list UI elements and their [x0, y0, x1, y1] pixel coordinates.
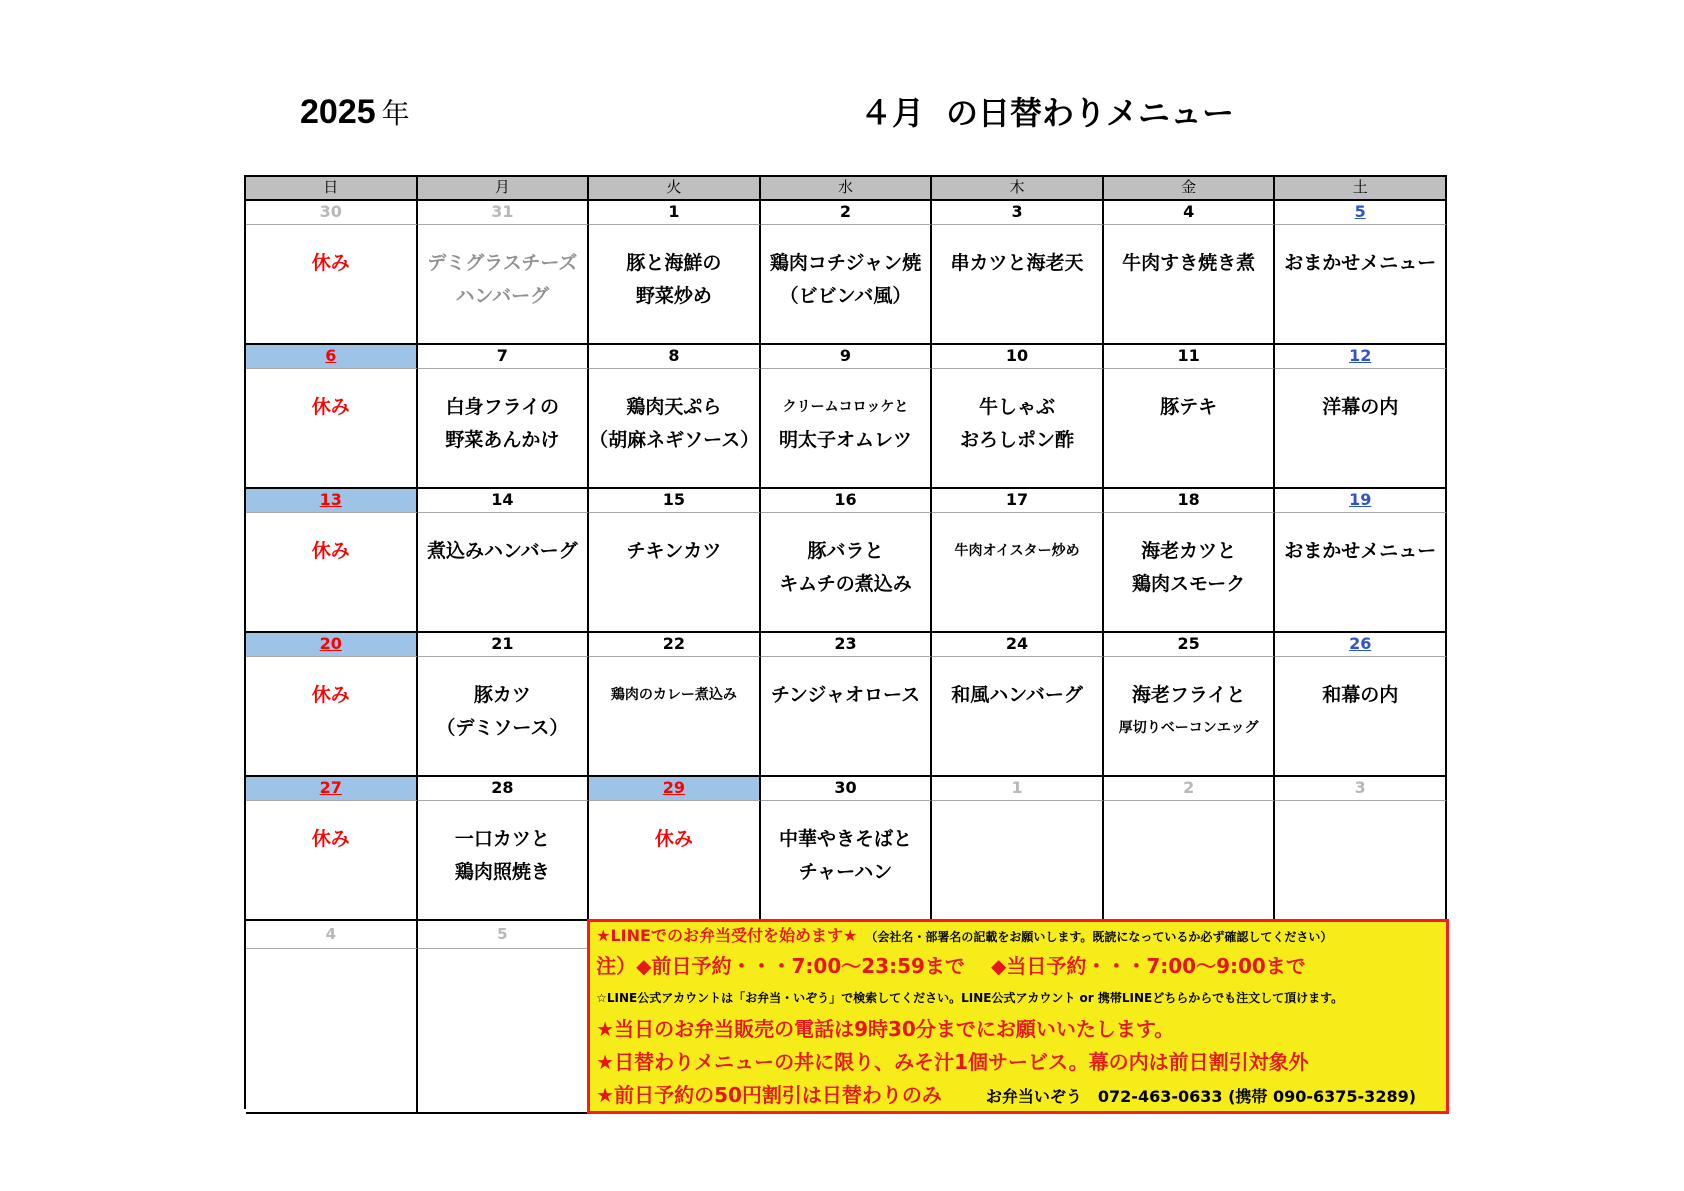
menu-item: おまかせメニュー	[1284, 540, 1437, 562]
menu-cell	[418, 657, 590, 777]
day-number: 28	[418, 777, 590, 801]
menu-cell	[246, 657, 418, 777]
menu-cell	[1275, 369, 1447, 489]
day-number: 2	[1104, 777, 1276, 801]
menu-item: （胡麻ネギソース）	[589, 429, 760, 451]
day-number: 15	[589, 489, 761, 513]
day-number: 13	[246, 489, 418, 513]
day-number: 20	[246, 633, 418, 657]
menu-cell	[1104, 225, 1276, 345]
weekday-header: 金	[1104, 177, 1276, 201]
page-title	[860, 88, 1234, 134]
day-number: 30	[246, 201, 418, 225]
year-heading	[300, 92, 410, 132]
notice-line-4: ★当日のお弁当販売の電話は9時30分までにお願いいたします。	[596, 1017, 1175, 1041]
menu-cell	[246, 369, 418, 489]
notice-line-5: ★日替わりメニューの丼に限り、みそ汁1個サービス。幕の内は前日割引対象外	[596, 1050, 1309, 1074]
menu-item: チンジャオロース	[770, 684, 921, 706]
menu-cell	[418, 369, 590, 489]
day-number: 18	[1104, 489, 1276, 513]
notice-discount: ★前日予約の50円割引は日替わりのみ	[596, 1083, 942, 1107]
month-label: ４月	[860, 94, 925, 132]
menu-item: 野菜あんかけ	[445, 429, 560, 451]
day-number: 16	[761, 489, 933, 513]
menu-cell	[932, 513, 1104, 633]
menu-cell	[418, 801, 590, 921]
menu-cell	[418, 225, 590, 345]
day-number: 26	[1275, 633, 1447, 657]
menu-item: 厚切りベーコンエッグ	[1118, 720, 1259, 736]
menu-cell	[761, 657, 933, 777]
weekday-header: 水	[761, 177, 933, 201]
year-number: 2025	[300, 93, 376, 131]
menu-cell	[1104, 369, 1276, 489]
menu-item: おまかせメニュー	[1284, 252, 1437, 274]
menu-item: 休み	[311, 396, 350, 418]
menu-item: おろしポン酢	[960, 429, 1075, 451]
weekday-header: 木	[932, 177, 1104, 201]
menu-cell	[1275, 801, 1447, 921]
day-number: 17	[932, 489, 1104, 513]
menu-item: 中華やきそばと	[778, 828, 912, 850]
day-number-next-month: 5	[418, 921, 590, 949]
menu-item: 海老フライと	[1131, 684, 1246, 706]
day-number: 4	[1104, 201, 1276, 225]
menu-cell	[589, 513, 761, 633]
menu-item: チキンカツ	[626, 540, 722, 562]
day-number: 24	[932, 633, 1104, 657]
menu-item: 牛肉オイスター炒め	[954, 543, 1080, 559]
day-number: 9	[761, 345, 933, 369]
menu-cell	[761, 801, 933, 921]
notice-line-3: ☆LINE公式アカウントは「お弁当・いぞう」で検索してください。LINE公式アカウント or 携帯LINEどちらからでも注文して頂けます。	[596, 991, 1344, 1005]
day-number: 14	[418, 489, 590, 513]
weekday-header: 土	[1275, 177, 1447, 201]
menu-item: チャーハン	[798, 861, 893, 883]
day-number: 27	[246, 777, 418, 801]
menu-cell	[246, 225, 418, 345]
menu-cell	[1275, 513, 1447, 633]
notice-same-day: ◆当日予約・・・7:00～9:00まで	[990, 954, 1306, 978]
notice-line-2	[596, 949, 1440, 983]
menu-item: 海老カツと	[1141, 540, 1237, 562]
notice-line-1	[596, 924, 1440, 949]
menu-item: 白身フライの	[445, 396, 560, 418]
menu-item: 煮込みハンバーグ	[427, 540, 578, 562]
menu-cell	[1275, 657, 1447, 777]
menu-item: （ビビンバ風）	[779, 285, 912, 307]
menu-item: 豚テキ	[1160, 396, 1218, 418]
menu-item: （デミソース）	[436, 717, 569, 739]
day-number: 30	[761, 777, 933, 801]
menu-item: デミグラスチーズ	[427, 252, 578, 274]
menu-cell	[761, 369, 933, 489]
title-text: の日替わりメニュー	[946, 94, 1235, 132]
notice-line-1-note: （会社名・部署名の記載をお願いします。既読になっているか必ず確認してください）	[865, 930, 1333, 944]
menu-item: 休み	[654, 828, 693, 850]
menu-cell	[589, 369, 761, 489]
menu-item: 和風ハンバーグ	[951, 684, 1083, 706]
menu-cell	[1104, 657, 1276, 777]
menu-cell	[932, 225, 1104, 345]
contact-info: お弁当いぞう 072-463-0633 (携帯 090-6375-3289)	[985, 1087, 1417, 1106]
empty-cell	[246, 949, 418, 1114]
menu-item: 鶏肉天ぷら	[626, 396, 722, 418]
day-number: 3	[932, 201, 1104, 225]
menu-cell	[418, 513, 590, 633]
menu-cell	[589, 225, 761, 345]
menu-item: 休み	[311, 828, 350, 850]
menu-cell	[1275, 225, 1447, 345]
menu-cell	[589, 801, 761, 921]
day-number-next-month: 4	[246, 921, 418, 949]
empty-cell	[418, 949, 590, 1114]
menu-item: 豚と海鮮の	[626, 252, 722, 274]
menu-cell	[761, 225, 933, 345]
day-number: 8	[589, 345, 761, 369]
day-number: 5	[1275, 201, 1447, 225]
menu-item: 牛肉すき焼き煮	[1122, 252, 1256, 274]
menu-item: クリームコロッケと	[782, 399, 909, 415]
notice-line-6	[596, 1079, 1440, 1113]
menu-item: 休み	[311, 540, 350, 562]
weekday-header: 火	[589, 177, 761, 201]
menu-item: 鶏肉コチジャン焼	[769, 252, 922, 274]
day-number: 7	[418, 345, 590, 369]
menu-item: 和幕の内	[1322, 684, 1399, 706]
day-number: 1	[932, 777, 1104, 801]
menu-item: 串カツと海老天	[950, 252, 1084, 274]
day-number: 22	[589, 633, 761, 657]
calendar-grid	[244, 175, 1447, 1109]
menu-item: 明太子オムレツ	[778, 429, 912, 451]
day-number: 3	[1275, 777, 1447, 801]
menu-item: 一口カツと	[454, 828, 550, 850]
menu-cell	[932, 657, 1104, 777]
menu-item: ハンバーグ	[455, 285, 550, 307]
menu-cell	[1104, 513, 1276, 633]
menu-cell	[246, 801, 418, 921]
menu-item: 豚カツ	[473, 684, 531, 706]
menu-cell	[1104, 801, 1276, 921]
day-number: 19	[1275, 489, 1447, 513]
weekday-header: 月	[418, 177, 590, 201]
day-number: 11	[1104, 345, 1276, 369]
day-number: 6	[246, 345, 418, 369]
day-number: 29	[589, 777, 761, 801]
menu-item: 鶏肉照焼き	[454, 861, 550, 883]
menu-cell	[246, 513, 418, 633]
year-unit: 年	[381, 97, 410, 130]
day-number: 23	[761, 633, 933, 657]
notice-box	[587, 919, 1449, 1114]
menu-item: 牛しゃぶ	[979, 396, 1056, 418]
day-number: 10	[932, 345, 1104, 369]
day-number: 1	[589, 201, 761, 225]
day-number: 25	[1104, 633, 1276, 657]
day-number: 12	[1275, 345, 1447, 369]
menu-cell	[589, 657, 761, 777]
notice-prev-day: 注）◆前日予約・・・7:00～23:59まで	[596, 954, 965, 978]
menu-item: 鶏肉スモーク	[1132, 573, 1246, 595]
notice-line-1-main: ★LINEでのお弁当受付を始めます★	[596, 926, 858, 945]
menu-item: 鶏肉のカレー煮込み	[610, 687, 737, 703]
day-number: 2	[761, 201, 933, 225]
menu-cell	[932, 369, 1104, 489]
menu-item: 休み	[311, 684, 350, 706]
menu-item: キムチの煮込み	[779, 573, 912, 595]
menu-item: 野菜炒め	[635, 285, 712, 307]
menu-item: 休み	[311, 252, 350, 274]
weekday-header: 日	[246, 177, 418, 201]
menu-item: 洋幕の内	[1322, 396, 1399, 418]
day-number: 21	[418, 633, 590, 657]
menu-cell	[761, 513, 933, 633]
menu-cell	[932, 801, 1104, 921]
menu-item: 豚バラと	[807, 540, 884, 562]
day-number: 31	[418, 201, 590, 225]
